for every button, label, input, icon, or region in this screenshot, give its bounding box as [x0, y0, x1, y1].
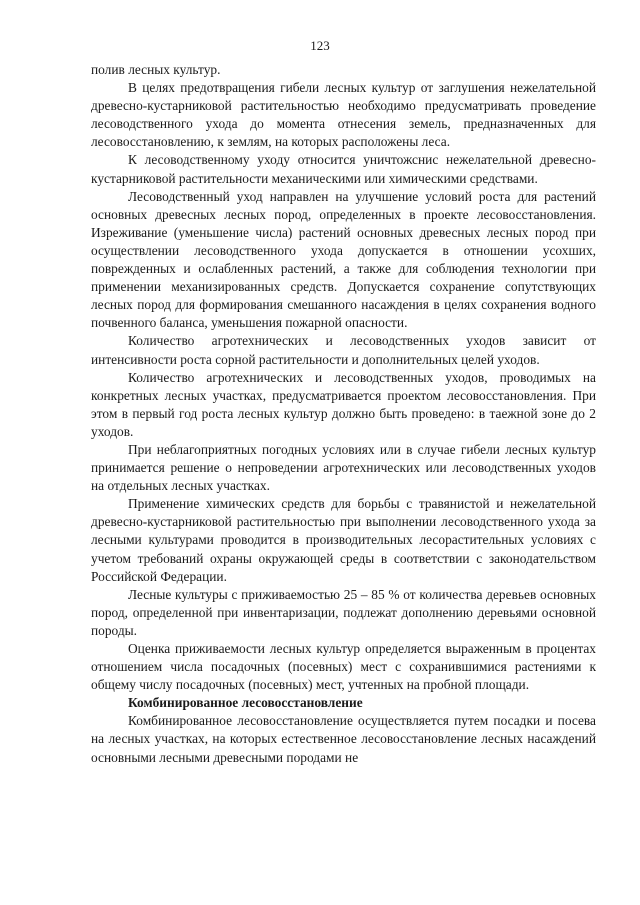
paragraph: Оценка приживаемости лесных культур определяется выраженным в процентах отношением числа посадочных (посевных) мест с сохранившимися растениями к общему числу посадочных (посевных) мест, учтенных на пробной площади. — [91, 641, 596, 693]
paragraph: В целях предотвращения гибели лесных культур от заглушения нежелательной древесно-кустарниковой растительностью необходимо предусматривать проведение лесоводственного ухода до момента отнесения земель, предназначенных для лесовосстановлению, к землям, на которых расположены леса. — [91, 80, 596, 150]
paragraph-truncated: Комбинированное лесовосстановление осуществляется путем посадки и посева на лесных участках, на которых естественное лесовосстановление лесных насаждений основными лесными древесными породами не — [91, 713, 596, 765]
paragraph: Лесоводственный уход направлен на улучшение условий роста для растений основных древесных лесных пород, определенных в проекте лесовосстановления. Изреживание (уменьшение числа) растений основных древесных лесных пород при осуществлении лесоводственного ухода допускается в отношении усохших, поврежденных и ослабленных растений, а также для соблюдения технологии при применении механизированных средств. Допускается сохранение сопутствующих лесных пород для формирования смешанного насаждения в целях сохранения водного почвенного баланса, уменьшения пожарной опасности. — [91, 188, 596, 331]
paragraph: Применение химических средств для борьбы с травянистой и нежелательной древесно-кустарниковой растительностью при выполнении лесоводственного ухода за лесными культурами проводится в производительных лесорастительных условиях с учетом требований охраны окружающей среды в соответствии с законодательством Российской Федерации. — [91, 496, 596, 584]
paragraph: При неблагоприятных погодных условиях или в случае гибели лесных культур принимается решение о непроведении агротехнических или лесоводственных уходов на отдельных лесных участках. — [91, 441, 596, 494]
paragraph: К лесоводственному уходу относится уничтожснис нежелательной древесно-кустарниковой растительности механическими или химическими средствами. — [91, 152, 596, 186]
paragraph: Лесные культуры с приживаемостью 25 – 85 % от количества деревьев основных пород, определенной при инвентаризации, подлежат дополнению деревьями основной породы. — [91, 586, 596, 638]
paragraph: Количество агротехнических и лесоводственных уходов, проводимых на конкретных лесных участках, предусматривается проектом лесовосстановления. При этом в первый год роста лесных культур должно быть проведено: в таежной зоне до 2 уходов. — [91, 369, 596, 439]
page-number: 123 — [310, 38, 330, 53]
paragraph-continuation: полив лесных культур. — [91, 62, 221, 77]
section-heading: Комбинированное лесовосстановление — [128, 695, 363, 711]
paragraph: Количество агротехнических и лесоводственных уходов зависит от интенсивности роста сорной растительности и дополнительных целей уходов. — [91, 333, 596, 367]
body-text — [91, 61, 596, 767]
